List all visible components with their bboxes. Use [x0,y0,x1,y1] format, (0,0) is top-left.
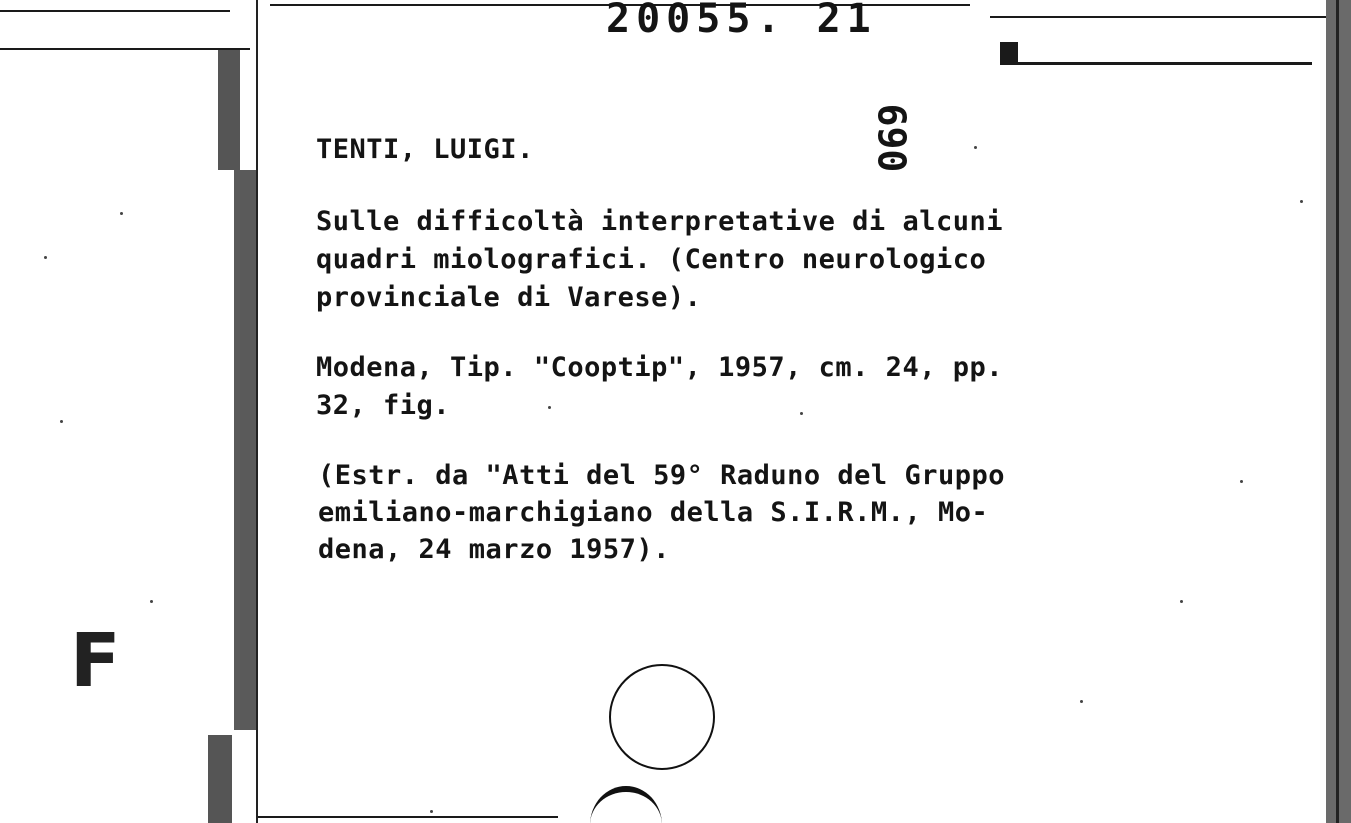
punch-hole [609,664,715,770]
title-line-2: quadri miolografici. (Centro neurologico [316,244,987,275]
title-line-1: Sulle difficoltà interpretative di alcuni [316,206,1003,237]
title-line-3: provinciale di Varese). [316,282,702,313]
speck [120,212,123,215]
imprint-line-2: 32, fig. [316,390,451,421]
bottom-card-edge [258,816,558,818]
right-card-tab [1000,42,1018,62]
top-left-border-lower [0,48,250,50]
note-line-2: emiliano-marchigiano della S.I.R.M., Mo- [318,497,989,528]
author-heading: TENTI, LUIGI. [316,134,534,165]
lower-hole-arc [590,786,662,823]
speck [974,146,977,149]
left-card-spine [234,170,258,730]
note-line-1: (Estr. da "Atti del 59° Raduno del Gruppo [318,460,1005,491]
speck [1080,700,1083,703]
imprint-line-1: Modena, Tip. "Cooptip", 1957, cm. 24, pp. [316,352,1003,383]
speck [150,600,153,603]
speck [1240,480,1243,483]
speck [430,810,433,813]
right-spine-line [1336,0,1339,823]
speck [1300,200,1303,203]
catalog-number: 690 [869,103,914,173]
header-inventory-mark: 20055. 21 [606,0,877,42]
left-card-edge-line [256,0,258,823]
top-right-border [990,16,1340,18]
speck [1180,600,1183,603]
speck [44,256,47,259]
note-line-3: dena, 24 marzo 1957). [318,534,670,565]
speck [548,406,551,409]
speck [800,412,803,415]
top-left-border [0,10,230,12]
left-card-spine-lower [208,735,232,823]
speck [60,420,63,423]
right-card-rule [1000,62,1312,65]
index-tab-letter: F [70,618,121,704]
left-card-spine-upper [218,50,240,170]
